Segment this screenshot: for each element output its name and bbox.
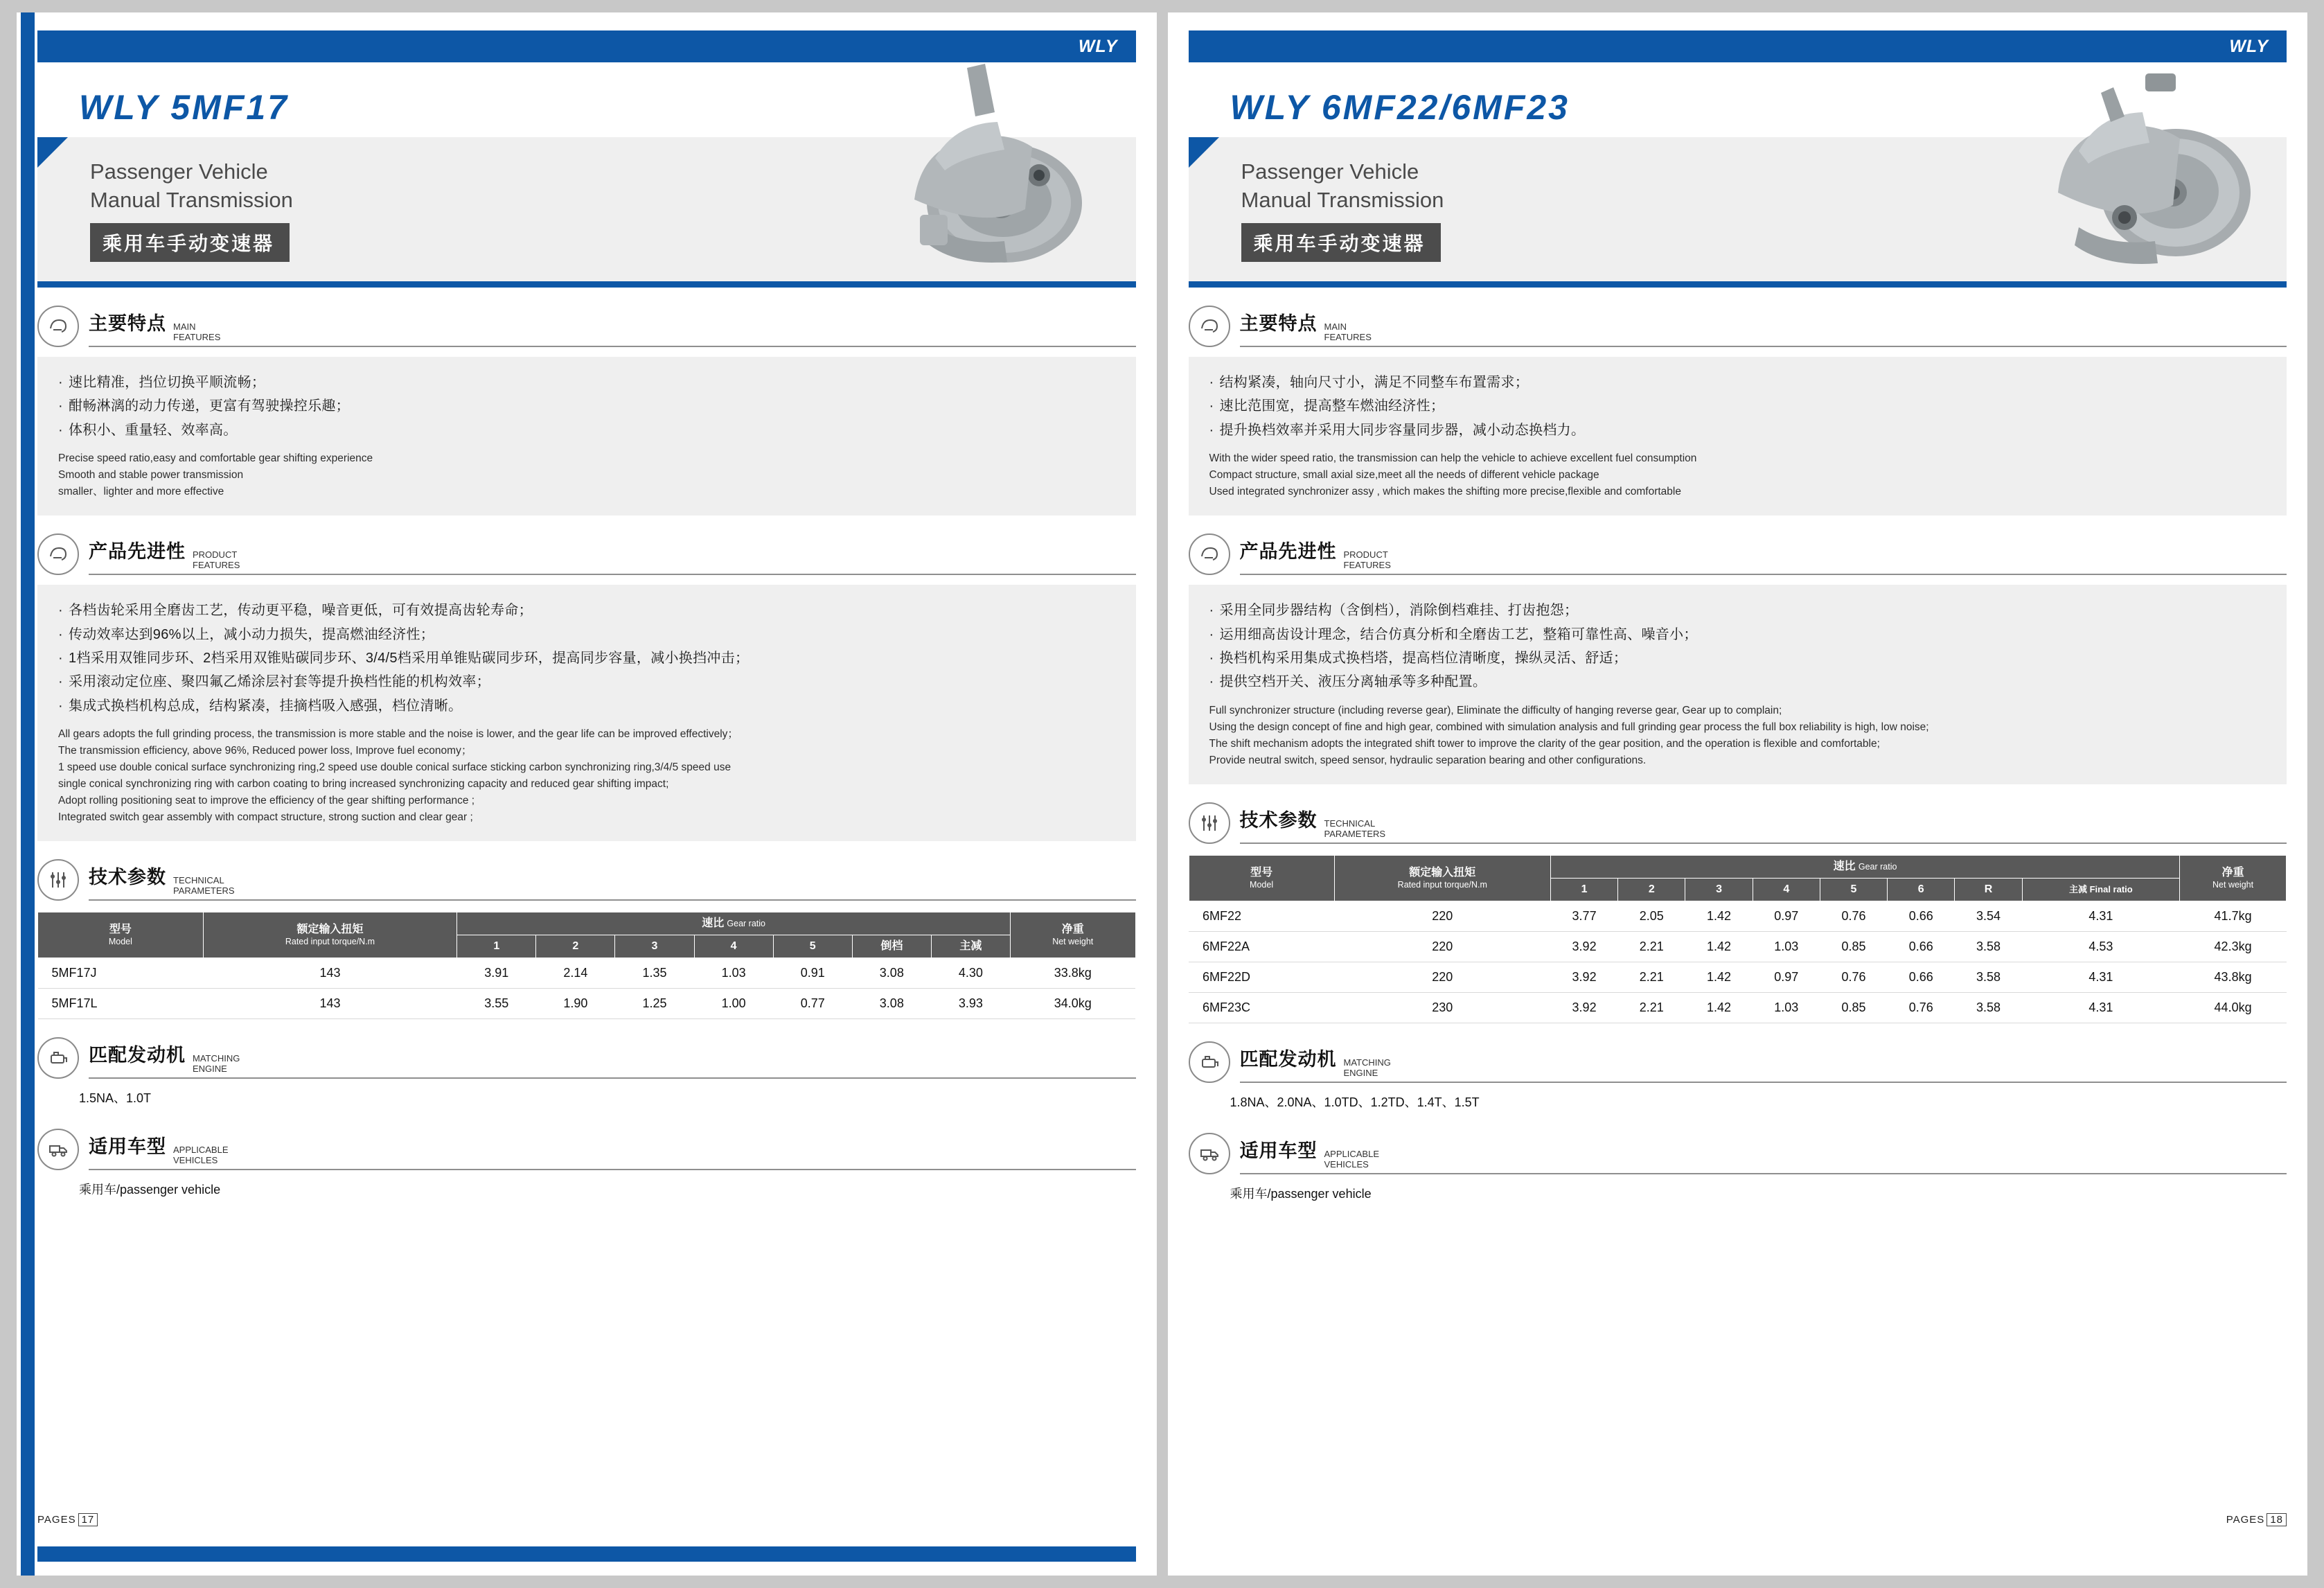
main-features-list-cn	[1209, 371, 2269, 442]
section-matching-engine	[37, 1037, 1136, 1079]
transmission-photo	[831, 54, 1129, 290]
main-features-block	[37, 357, 1136, 515]
list-item: Full synchronizer structure (including reverse gear), Eliminate the difficulty of hanging reverse gear, Gear up to complain;	[1209, 704, 1782, 716]
subtitle-chinese: 乘用车手动变速器	[1241, 223, 1441, 262]
matching-engine-value: 1.8NA、2.0NA、1.0TD、1.2TD、1.4T、1.5T	[1230, 1095, 1480, 1109]
th-gear: 5	[1820, 878, 1887, 901]
page-left	[17, 12, 1157, 1576]
section-title-en: APPLICABLE VEHICLES	[1324, 1148, 1379, 1170]
main-features-block	[1189, 357, 2287, 515]
transmission-photo	[1982, 54, 2280, 290]
table-row: 6MF23C 230 3.92 2.21 1.42 1.03 0.85 0.76 3.58 4.31 44.0kg	[1189, 992, 2287, 1023]
section-title-en: APPLICABLE VEHICLES	[173, 1145, 229, 1166]
th-torque: 额定输入扭矩 Rated input torque/N.m	[203, 912, 457, 958]
lightbulb-icon	[37, 533, 79, 575]
section-product-features	[1189, 533, 2287, 575]
section-applicable-vehicles	[37, 1129, 1136, 1170]
list-item: The transmission efficiency, above 96%, Reduced power loss, Improve fuel economy；	[58, 745, 472, 757]
section-main-features	[37, 306, 1136, 347]
section-title-en: MAIN FEATURES	[173, 321, 221, 343]
th-gear: 4	[1753, 878, 1820, 901]
engine-icon	[37, 1037, 79, 1079]
lightbulb-icon	[1189, 533, 1230, 575]
subtitle-line-1: Passenger Vehicle	[1241, 159, 1419, 184]
list-item: Used integrated synchronizer assy , which makes the shifting more precise,flexible and comfortable	[1209, 486, 1681, 498]
list-item: · 传动效率达到96%以上，减小动力损失，提高燃油经济性；	[58, 623, 1118, 646]
table-row: 6MF22 220 3.77 2.05 1.42 0.97 0.76 0.66 3.54 4.31 41.7kg	[1189, 901, 2287, 931]
section-title-en: TECHNICAL PARAMETERS	[173, 875, 235, 897]
lightbulb-icon	[37, 306, 79, 347]
list-item: · 采用滚动定位座、聚四氟乙烯涂层衬套等提升换档性能的机构效率；	[58, 670, 1118, 694]
section-title-en: MATCHING ENGINE	[193, 1053, 240, 1075]
th-gear: 1	[1550, 878, 1617, 901]
list-item: All gears adopts the full grinding process, the transmission is more stable and the noise is lower, and the gear life can be improved effectively；	[58, 728, 738, 741]
th-gear: 3	[615, 935, 694, 958]
list-item: · 1档采用双锥同步环、2档采用双锥贴碳同步环、3/4/5档采用单锥贴碳同步环，提高同步容量，减小换挡冲击；	[58, 646, 1118, 670]
list-item: With the wider speed ratio, the transmission can help the vehicle to achieve excellent fuel consumption	[1209, 452, 1697, 465]
section-matching-engine	[1189, 1041, 2287, 1083]
subtitle-line-2: Manual Transmission	[1241, 187, 1444, 212]
section-title-cn: 匹配发动机	[1239, 1048, 1337, 1070]
th-gear: 1	[457, 935, 536, 958]
list-item: Using the design concept of fine and high gear, combined with simulation analysis and full grinding gear process the full box reliability is high, low noise;	[1209, 721, 1929, 733]
product-features-block	[1189, 585, 2287, 784]
list-item: · 提升换档效率并采用大同步容量同步器，减小动态换档力。	[1209, 418, 2269, 442]
list-item: · 速比范围宽，提高整车燃油经济性；	[1209, 394, 2269, 418]
product-features-list-cn	[1209, 599, 2269, 694]
list-item: · 集成式换档机构总成，结构紧凑，挂摘档吸入感强，档位清晰。	[58, 694, 1118, 718]
th-net-weight: 净重 Net weight	[1010, 912, 1135, 958]
truck-icon	[1189, 1133, 1230, 1174]
main-features-list-en	[1209, 450, 2269, 500]
section-technical-parameters	[37, 859, 1136, 901]
section-title-en: PRODUCT FEATURES	[1343, 549, 1391, 571]
th-gear: 4	[694, 935, 773, 958]
list-item: · 采用全同步器结构（含倒档），消除倒档难挂、打齿抱怨；	[1209, 599, 2269, 622]
list-item: · 运用细高齿设计理念，结合仿真分析和全磨齿工艺，整箱可靠性高、噪音小；	[1209, 623, 2269, 646]
page-right	[1168, 12, 2308, 1576]
table-row: 5MF17L 143 3.55 1.90 1.25 1.00 0.77 3.08 3.93 34.0kg	[38, 989, 1136, 1019]
corner-triangle	[37, 137, 68, 168]
left-edge-strip	[21, 12, 35, 1576]
th-gear: 2	[536, 935, 615, 958]
page-number-left: PAGES 17	[37, 1514, 98, 1526]
section-title-cn: 适用车型	[89, 1136, 166, 1158]
section-title-cn: 主要特点	[1239, 313, 1318, 335]
th-gear: 6	[1888, 878, 1955, 901]
list-item: · 体积小、重量轻、效率高。	[58, 418, 1118, 442]
section-title-en: MAIN FEATURES	[1324, 321, 1372, 343]
list-item: 1 speed use double conical surface synchronizing ring,2 speed use double conical surface sticking carbon synchronizing ring,3/4/5 speed use	[58, 761, 731, 774]
page-number-right: PAGES 18	[2226, 1514, 2287, 1526]
page-title: WLY 5MF17	[79, 88, 289, 127]
header-band	[37, 137, 1136, 281]
lightbulb-icon	[1189, 306, 1230, 347]
list-item: · 换档机构采用集成式换档塔，提高档位清晰度，操纵灵活、舒适；	[1209, 646, 2269, 670]
section-title-cn: 产品先进性	[89, 541, 186, 563]
engine-icon	[1189, 1041, 1230, 1083]
applicable-vehicles-value: 乘用车/passenger vehicle	[1230, 1186, 1372, 1201]
list-item: smaller、lighter and more effective	[58, 486, 224, 498]
sliders-icon	[37, 859, 79, 901]
th-net-weight: 净重 Net weight	[2180, 855, 2287, 901]
th-model: 型号 Model	[1189, 855, 1334, 901]
section-title-en: PRODUCT FEATURES	[193, 549, 240, 571]
brand-logo: WLY	[1078, 36, 1118, 56]
truck-icon	[37, 1129, 79, 1170]
section-title-cn: 适用车型	[1239, 1140, 1318, 1161]
th-final-ratio: 主减 Final ratio	[2022, 878, 2180, 901]
matching-engine-value: 1.5NA、1.0T	[79, 1091, 152, 1106]
th-gear: 倒档	[852, 935, 931, 958]
subtitle-line-1: Passenger Vehicle	[90, 159, 268, 184]
th-gear-ratio: 速比 Gear ratio	[457, 912, 1011, 935]
bottom-bar	[37, 1546, 1136, 1562]
table-row: 6MF22A 220 3.92 2.21 1.42 1.03 0.85 0.66 3.58 4.53 42.3kg	[1189, 931, 2287, 962]
th-gear-ratio: 速比 Gear ratio	[1550, 855, 2179, 878]
section-title-cn: 技术参数	[1239, 809, 1318, 831]
th-gear: 3	[1685, 878, 1753, 901]
section-title-en: TECHNICAL PARAMETERS	[1324, 818, 1386, 839]
product-features-list-cn	[58, 599, 1118, 718]
th-gear: 5	[773, 935, 852, 958]
main-features-list-cn	[58, 371, 1118, 442]
subtitle-english	[90, 158, 293, 215]
section-product-features	[37, 533, 1136, 575]
list-item: Precise speed ratio,easy and comfortable gear shifting experience	[58, 452, 373, 465]
list-item: Provide neutral switch, speed sensor, hydraulic separation bearing and other configurations.	[1209, 754, 1647, 766]
section-title-cn: 匹配发动机	[89, 1045, 186, 1066]
th-gear: 2	[1618, 878, 1685, 901]
product-features-block	[37, 585, 1136, 841]
list-item: · 速比精准，挡位切换平顺流畅；	[58, 371, 1118, 394]
list-item: Integrated switch gear assembly with compact structure, strong suction and clear gear ;	[58, 811, 473, 824]
sliders-icon	[1189, 802, 1230, 844]
section-title-cn: 主要特点	[89, 313, 166, 335]
product-features-list-en	[58, 726, 1118, 826]
applicable-vehicles-value: 乘用车/passenger vehicle	[79, 1183, 221, 1197]
brand-logo: WLY	[2229, 36, 2269, 56]
list-item: · 各档齿轮采用全磨齿工艺，传动更平稳，噪音更低，可有效提高齿轮寿命；	[58, 599, 1118, 622]
section-technical-parameters	[1189, 802, 2287, 844]
list-item: · 酣畅淋漓的动力传递，更富有驾驶操控乐趣；	[58, 394, 1118, 418]
list-item: Smooth and stable power transmission	[58, 469, 244, 482]
product-features-list-en	[1209, 703, 2269, 769]
list-item: The shift mechanism adopts the integrated shift tower to improve the clarity of the gear position, and the operation is flexible and comfortable;	[1209, 737, 1880, 750]
list-item: single conical synchronizing ring with carbon coating to bring increased synchronizing capacity and reduced gear shifting impact;	[58, 778, 669, 791]
header-band	[1189, 137, 2287, 281]
table-row: 6MF22D 220 3.92 2.21 1.42 0.97 0.76 0.66 3.58 4.31 43.8kg	[1189, 962, 2287, 992]
section-main-features	[1189, 306, 2287, 347]
list-item: · 结构紧凑，轴向尺寸小，满足不同整车布置需求；	[1209, 371, 2269, 394]
table-row: 5MF17J 143 3.91 2.14 1.35 1.03 0.91 3.08 4.30 33.8kg	[38, 958, 1136, 989]
section-applicable-vehicles	[1189, 1133, 2287, 1174]
section-title-cn: 产品先进性	[1239, 541, 1337, 563]
th-model: 型号 Model	[38, 912, 204, 958]
section-title-en: MATCHING ENGINE	[1343, 1057, 1391, 1078]
corner-triangle	[1189, 137, 1219, 168]
section-title-cn: 技术参数	[89, 867, 166, 888]
subtitle-chinese: 乘用车手动变速器	[90, 223, 290, 262]
subtitle-line-2: Manual Transmission	[90, 187, 293, 212]
list-item: Adopt rolling positioning seat to improve the efficiency of the gear shifting performance ;	[58, 795, 475, 807]
th-torque: 额定输入扭矩 Rated input torque/N.m	[1334, 855, 1550, 901]
list-item: Compact structure, small axial size,meet all the needs of different vehicle package	[1209, 469, 1599, 482]
tech-params-table-right	[1189, 855, 2287, 1023]
tech-params-table-left	[37, 912, 1136, 1019]
list-item: · 提供空档开关、液压分离轴承等多种配置。	[1209, 670, 2269, 694]
th-gear: 主减	[931, 935, 1010, 958]
th-gear: R	[1955, 878, 2022, 901]
subtitle-english	[1241, 158, 1444, 215]
main-features-list-en	[58, 450, 1118, 500]
page-title: WLY 6MF22/6MF23	[1230, 88, 1570, 127]
